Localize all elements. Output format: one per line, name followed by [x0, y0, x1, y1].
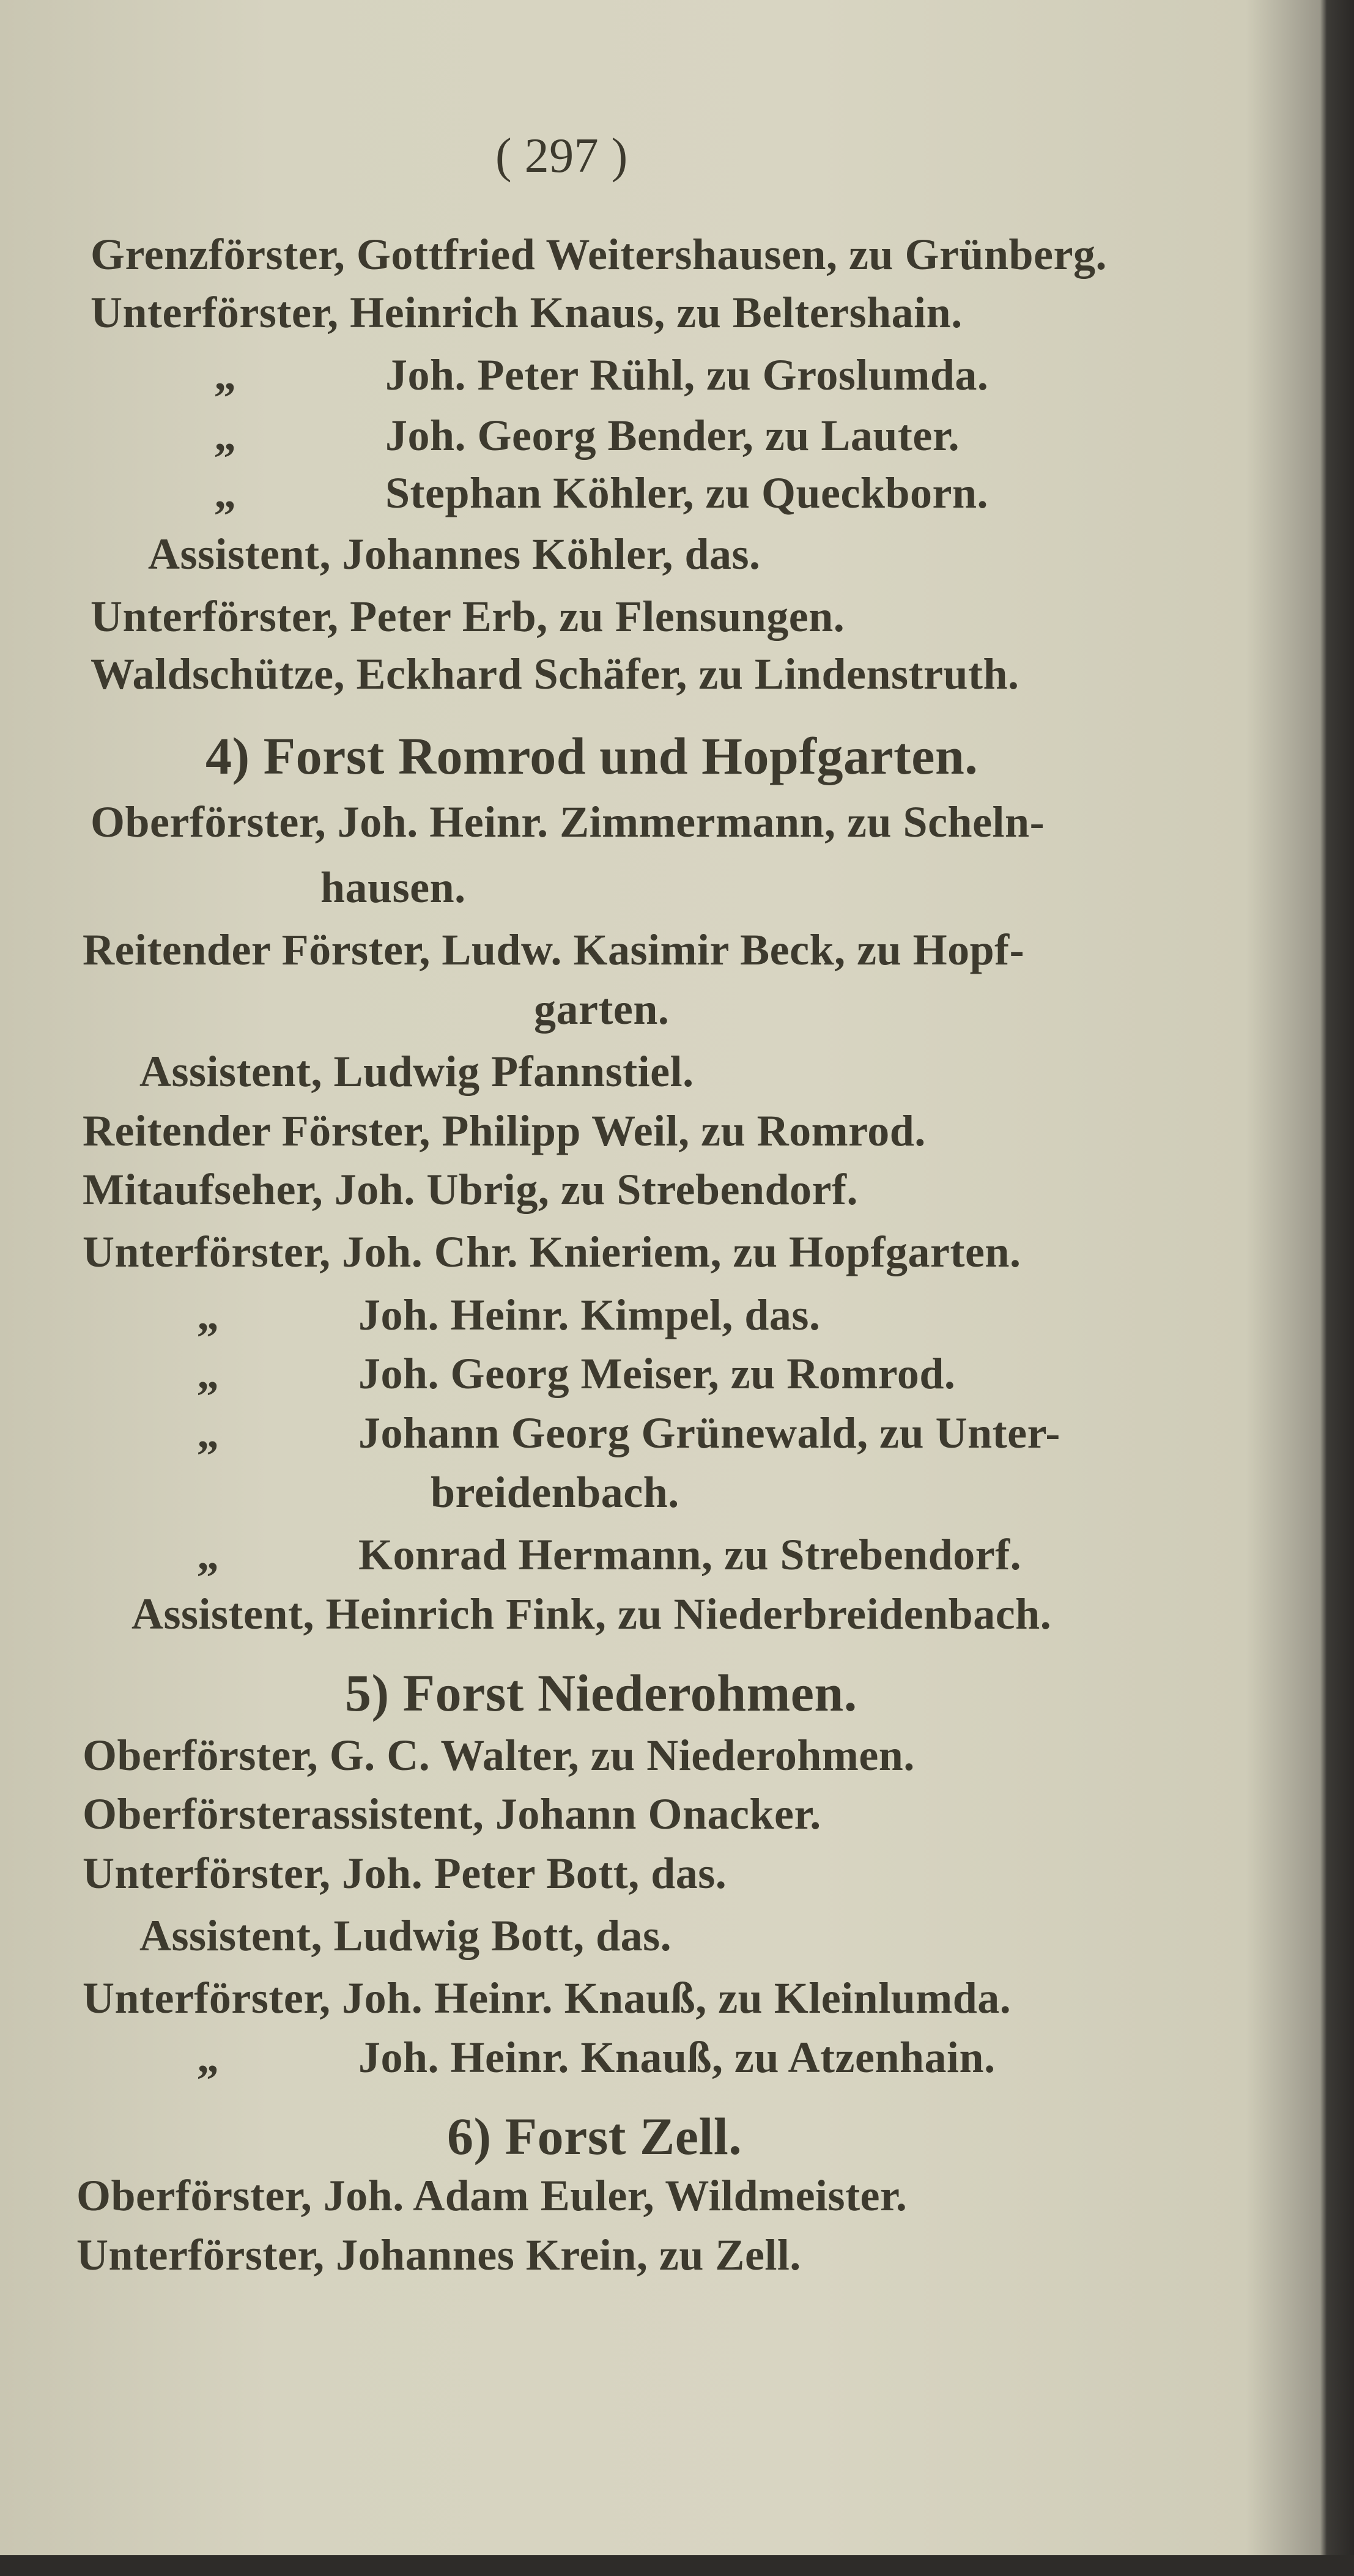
text-line: Oberförster, Joh. Adam Euler, Wildmeister.: [76, 2171, 908, 2220]
text-line: Joh. Heinr. Knauß, zu Atzenhain.: [358, 2033, 996, 2082]
text-line: Reitender Förster, Ludw. Kasimir Beck, zu Hopf-: [83, 925, 1025, 974]
text-line: garten.: [534, 985, 670, 1034]
ditto-mark: „: [197, 1408, 220, 1457]
text-line: Joh. Heinr. Kimpel, das.: [358, 1290, 821, 1339]
ditto-mark: „: [197, 1349, 220, 1398]
text-line: Assistent, Ludwig Pfannstiel.: [139, 1047, 694, 1096]
text-line: Mitaufseher, Joh. Ubrig, zu Strebendorf.: [83, 1165, 858, 1214]
section-heading: 6) Forst Zell.: [447, 2107, 742, 2166]
text-line: Johann Georg Grünewald, zu Unter-: [358, 1408, 1060, 1457]
text-line: Unterförster, Johannes Krein, zu Zell.: [76, 2230, 801, 2279]
page-number: ( 297 ): [495, 129, 628, 183]
text-line: Reitender Förster, Philipp Weil, zu Romrod.: [83, 1106, 926, 1155]
text-line: Stephan Köhler, zu Queckborn.: [385, 468, 989, 517]
text-line: hausen.: [320, 863, 466, 912]
text-line: Unterförster, Joh. Heinr. Knauß, zu Kleinlumda.: [83, 1974, 1012, 2023]
text-line: Joh. Peter Rühl, zu Groslumda.: [385, 350, 989, 399]
section-heading: 5) Forst Niederohmen.: [345, 1664, 857, 1722]
text-line: Unterförster, Heinrich Knaus, zu Beltershain.: [91, 288, 963, 337]
ditto-mark: „: [197, 2033, 220, 2082]
section-heading: 4) Forst Romrod und Hopfgarten.: [205, 727, 979, 785]
text-line: Unterförster, Joh. Peter Bott, das.: [83, 1849, 727, 1898]
text-line: Joh. Georg Meiser, zu Romrod.: [358, 1349, 956, 1398]
text-line: Unterförster, Joh. Chr. Knieriem, zu Hopfgarten.: [83, 1227, 1021, 1276]
text-line: Grenzförster, Gottfried Weitershausen, zu Grünberg.: [91, 230, 1107, 279]
text-line: Konrad Hermann, zu Strebendorf.: [358, 1530, 1022, 1579]
ditto-mark: „: [214, 468, 237, 517]
text-line: breidenbach.: [431, 1468, 679, 1517]
text-line: Oberförster, Joh. Heinr. Zimmermann, zu Scheln-: [91, 798, 1045, 846]
ditto-mark: „: [214, 411, 237, 460]
ditto-mark: „: [197, 1530, 220, 1579]
text-line: Oberförster, G. C. Walter, zu Niederohmen.: [83, 1731, 915, 1780]
text-line: Assistent, Heinrich Fink, zu Niederbreidenbach.: [131, 1590, 1052, 1638]
text-line: Unterförster, Peter Erb, zu Flensungen.: [91, 592, 845, 641]
ditto-mark: „: [197, 1290, 220, 1339]
text-line: Assistent, Johannes Köhler, das.: [148, 530, 761, 579]
text-line: Assistent, Ludwig Bott, das.: [139, 1911, 672, 1960]
text-line: Joh. Georg Bender, zu Lauter.: [385, 411, 960, 460]
scan-bottom-edge: [0, 2555, 1354, 2576]
text-line: Oberförsterassistent, Johann Onacker.: [83, 1790, 821, 1838]
text-line: Waldschütze, Eckhard Schäfer, zu Lindenstruth.: [91, 650, 1019, 698]
ditto-mark: „: [214, 350, 237, 399]
